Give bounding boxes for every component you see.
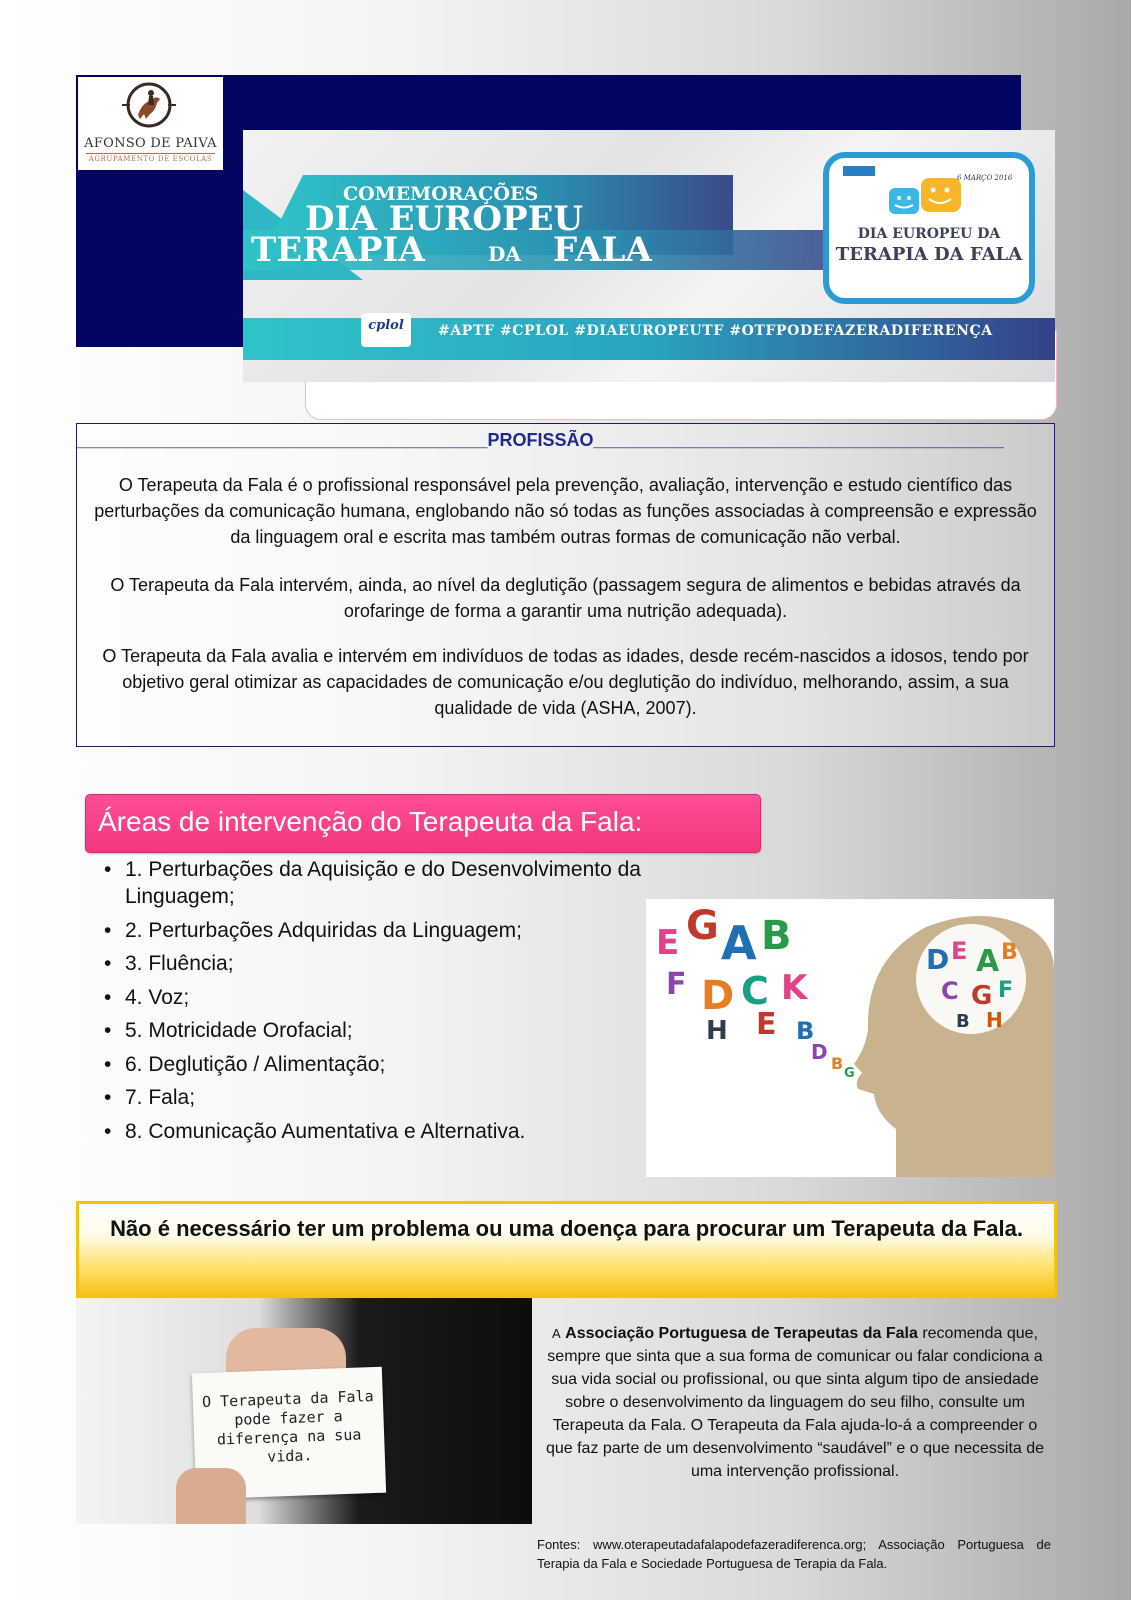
svg-text:C: C (741, 969, 769, 1013)
association-paragraph (540, 1322, 1050, 1483)
banner-title-da: DA (488, 242, 521, 266)
profession-heading: _________________________________________PROFISSÃO_________________________________________ (77, 430, 1004, 450)
list-item: • 8. Comunicação Aumentativa e Alternativa. (104, 1118, 724, 1145)
association-name: Associação Portuguesa de Terapeutas da Fala (565, 1325, 918, 1342)
horse-rider-emblem-icon (120, 81, 178, 131)
svg-text:A: A (976, 944, 1000, 979)
svg-text:B: B (761, 913, 792, 959)
banner-title-line1: DIA EUROPEU (305, 199, 584, 239)
list-item: • 4. Voz; (104, 984, 724, 1011)
hand-holding-card-photo (76, 1298, 532, 1524)
areas-title-bar (85, 794, 761, 853)
svg-text:G: G (686, 903, 719, 949)
areas-list (104, 856, 724, 1151)
bubble-date: 6 MARÇO 2016 (957, 174, 1013, 182)
sources-note: Fontes: www.oterapeutadafalapodefazeradiferenca.org; Associação Portuguesa de Terapia da Fala e Sociedade Portuguesa de Terapia da Fala. (537, 1537, 1051, 1571)
head-with-letters-icon (646, 899, 1054, 1177)
svg-text:G: G (971, 981, 993, 1011)
svg-text:K: K (781, 968, 808, 1008)
svg-text:A: A (721, 916, 757, 970)
svg-text:B: B (1001, 940, 1018, 965)
logo-divider (86, 153, 215, 154)
svg-text:F: F (998, 978, 1014, 1003)
banner-title-fala: FALA (553, 230, 652, 270)
association-text: recomenda que, sempre que sinta que a sua forma de comunicar ou falar condiciona a sua vida social ou profissional, ou que sinta algum tipo de ansiedade sobre o desenvolvimento da linguagem do seu filho, consulte um Terapeuta da Fala. O Terapeuta da Fala ajuda-lo-á a compreender o que faz parte de um desenvolvimento “saudável” e o que necessita de uma intervenção profissional. (545, 1325, 1045, 1480)
svg-text:D: D (926, 943, 950, 976)
list-item: • 7. Fala; (104, 1084, 724, 1111)
speaking-head-illustration (646, 899, 1054, 1177)
speech-bubble (823, 152, 1035, 304)
card-text: O Terapeuta da Fala pode fazer a diferença na sua vida. (201, 1387, 374, 1466)
association-prefix: A (552, 1326, 561, 1341)
areas-title: Áreas de intervenção do Terapeuta da Fala: (98, 806, 643, 837)
svg-text:E: E (951, 937, 968, 965)
list-item: • 3. Fluência; (104, 950, 724, 977)
highlight-box (76, 1201, 1057, 1298)
profession-box (76, 423, 1055, 747)
chat-bubbles-icon (829, 158, 1029, 228)
svg-text:H: H (986, 1008, 1003, 1032)
banner-title-terapia: TERAPIA (251, 230, 425, 270)
svg-text:D: D (701, 973, 735, 1019)
hand-thumb (176, 1468, 246, 1524)
svg-text:B: B (831, 1054, 844, 1073)
school-name: AFONSO DE PAIVA (84, 136, 217, 151)
list-item: • 1. Perturbações da Aquisição e do Desenvolvimento da Linguagem; (104, 856, 724, 910)
school-logo (78, 77, 223, 170)
svg-text:D: D (811, 1040, 828, 1064)
banner-kicker: COMEMORAÇÕES (343, 183, 539, 205)
list-item: • 6. Deglutição / Alimentação; (104, 1051, 724, 1078)
svg-text:E: E (756, 1007, 777, 1042)
svg-text:B: B (956, 1011, 970, 1032)
svg-text:C: C (941, 977, 959, 1005)
event-banner (243, 130, 1055, 382)
list-item: • 2. Perturbações Adquiridas da Linguagem; (104, 917, 724, 944)
profession-paragraph-3: O Terapeuta da Fala avalia e intervém em indivíduos de todas as idades, desde recém-nascidos a idosos, tendo por objetivo geral otimizar as capacidades de comunicação e/ou deglutição do indivíduo, melhorando, assim, a sua qualidade de vida (ASHA, 2007). (102, 646, 1029, 718)
school-subtitle: AGRUPAMENTO DE ESCOLAS (88, 155, 213, 163)
svg-text:E: E (656, 923, 680, 963)
bubble-line2: TERAPIA DA FALA (835, 244, 1023, 265)
highlight-text: Não é necessário ter um problema ou uma doença para procurar um Terapeuta da Fala. (110, 1216, 1023, 1241)
bubble-line1: DIA EUROPEU DA (857, 226, 1001, 242)
svg-text:H: H (706, 1016, 728, 1046)
svg-text:B: B (796, 1017, 815, 1045)
profession-paragraph-1: O Terapeuta da Fala é o profissional responsável pela prevenção, avaliação, intervenção e estudo científico das perturbações da comunicação humana, englobando não só todas as funções associadas à compreensão e expressão da linguagem oral e escrita mas também outras formas de comunicação não verbal. (94, 475, 1037, 547)
svg-text:G: G (844, 1066, 855, 1081)
profession-paragraph-2: O Terapeuta da Fala intervém, ainda, ao nível da deglutição (passagem segura de alimentos e bebidas através da orofaringe de forma a garantir uma nutrição adequada). (110, 575, 1021, 621)
svg-text:F: F (666, 967, 687, 1002)
list-item: • 5. Motricidade Orofacial; (104, 1017, 724, 1044)
banner-hashtags: #APTF #CPLOL #DIAEUROPEUTF #OTFPODEFAZERADIFERENÇA (438, 323, 993, 339)
cplol-badge: cplol (361, 313, 411, 347)
